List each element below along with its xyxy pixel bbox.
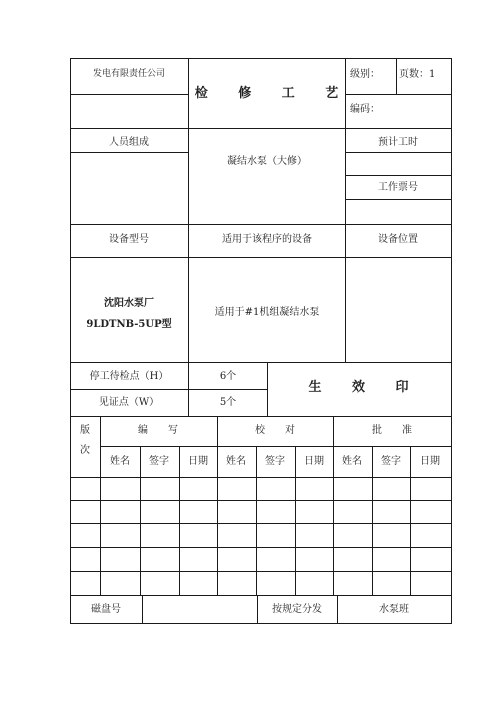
rule-left — [70, 58, 71, 624]
rule-equipment-bottom — [70, 362, 451, 363]
rule-footer-3 — [337, 595, 338, 624]
rule-pages — [396, 58, 397, 94]
rule-write-end — [217, 416, 218, 595]
rule-row-4 — [70, 571, 451, 572]
rule-top — [70, 58, 451, 59]
distribution-label: 按规定分发 — [272, 604, 322, 615]
rule-row-1 — [70, 500, 451, 501]
manufacturer: 沈阳水泵厂 — [104, 298, 154, 309]
rule-sub-2 — [179, 446, 180, 595]
version-label-top: 版 — [80, 425, 90, 436]
check-date-header: 日期 — [304, 456, 324, 467]
applicable-equipment-label: 适用于该程序的设备 — [222, 234, 312, 245]
rule-company — [70, 94, 188, 95]
personnel-label: 人员组成 — [109, 137, 149, 148]
document-title: 检 修 工 艺 — [194, 86, 352, 101]
equipment-model-label: 设备型号 — [109, 234, 149, 245]
disk-number-label: 磁盘号 — [91, 604, 121, 615]
rule-section2-top — [70, 224, 451, 225]
company-name: 发电有限责任公司 — [92, 69, 166, 79]
rule-footer-2 — [257, 595, 258, 624]
version-label-bottom: 次 — [80, 445, 90, 456]
check-sign-header: 签字 — [265, 456, 285, 467]
approve-label: 批 准 — [372, 425, 412, 436]
write-name-header: 姓名 — [110, 456, 130, 467]
rule-sub-4 — [256, 446, 257, 595]
team-name: 水泵班 — [379, 604, 409, 615]
hold-point-label: 停工待检点（H） — [89, 371, 169, 382]
level-label: 级别： — [350, 69, 380, 80]
approve-sign-header: 签字 — [381, 456, 401, 467]
rule-bottom — [70, 623, 451, 624]
equipment-location-label: 设备位置 — [378, 234, 418, 245]
rule-hours-label — [345, 152, 451, 153]
rule-col-b — [345, 58, 346, 362]
rule-header-bottom — [70, 128, 451, 129]
rule-row-5 — [70, 595, 451, 596]
rule-row-3 — [70, 547, 451, 548]
approve-date-header: 日期 — [420, 456, 440, 467]
rule-equipment-header — [70, 257, 451, 258]
rule-sub-8 — [410, 446, 411, 595]
check-name-header: 姓名 — [226, 456, 246, 467]
witness-point-label: 见证点（W） — [98, 397, 160, 408]
task-name: 凝结水泵（大修） — [227, 156, 307, 167]
rule-sub-7 — [372, 446, 373, 595]
effective-stamp: 生 效 印 — [308, 380, 422, 395]
rule-check-end — [333, 416, 334, 595]
rule-row-2 — [70, 523, 451, 524]
equipment-model: 9LDTNB-5UP型 — [86, 319, 172, 330]
rule-sub-1 — [140, 446, 141, 595]
rule-checkpoints-bottom — [70, 416, 451, 417]
rule-approval-header — [70, 477, 451, 478]
code-label: 编码： — [350, 104, 380, 115]
rule-approval-group — [100, 446, 451, 447]
rule-sub-5 — [295, 446, 296, 595]
rule-footer-1 — [142, 595, 143, 624]
write-sign-header: 签字 — [149, 456, 169, 467]
write-date-header: 日期 — [188, 456, 208, 467]
rule-version — [100, 416, 101, 595]
rule-right — [451, 58, 452, 624]
write-label: 编 写 — [138, 425, 178, 436]
rule-hold — [70, 389, 267, 390]
rule-personnel — [70, 152, 188, 153]
planned-hours-label: 预计工时 — [378, 137, 418, 148]
approve-name-header: 姓名 — [342, 456, 362, 467]
rule-level — [345, 94, 451, 95]
hold-point-count: 6个 — [219, 371, 237, 382]
rule-count — [267, 362, 268, 416]
pages-label: 页数：1 — [399, 69, 436, 80]
rule-ticket-label — [345, 199, 451, 200]
check-label: 校 对 — [255, 425, 295, 436]
witness-point-count: 5个 — [219, 397, 237, 408]
rule-hours-value — [345, 175, 451, 176]
work-ticket-label: 工作票号 — [378, 182, 418, 193]
applicable-equipment-value: 适用于#1机组凝结水泵 — [214, 307, 320, 318]
rule-col-a — [188, 58, 189, 416]
